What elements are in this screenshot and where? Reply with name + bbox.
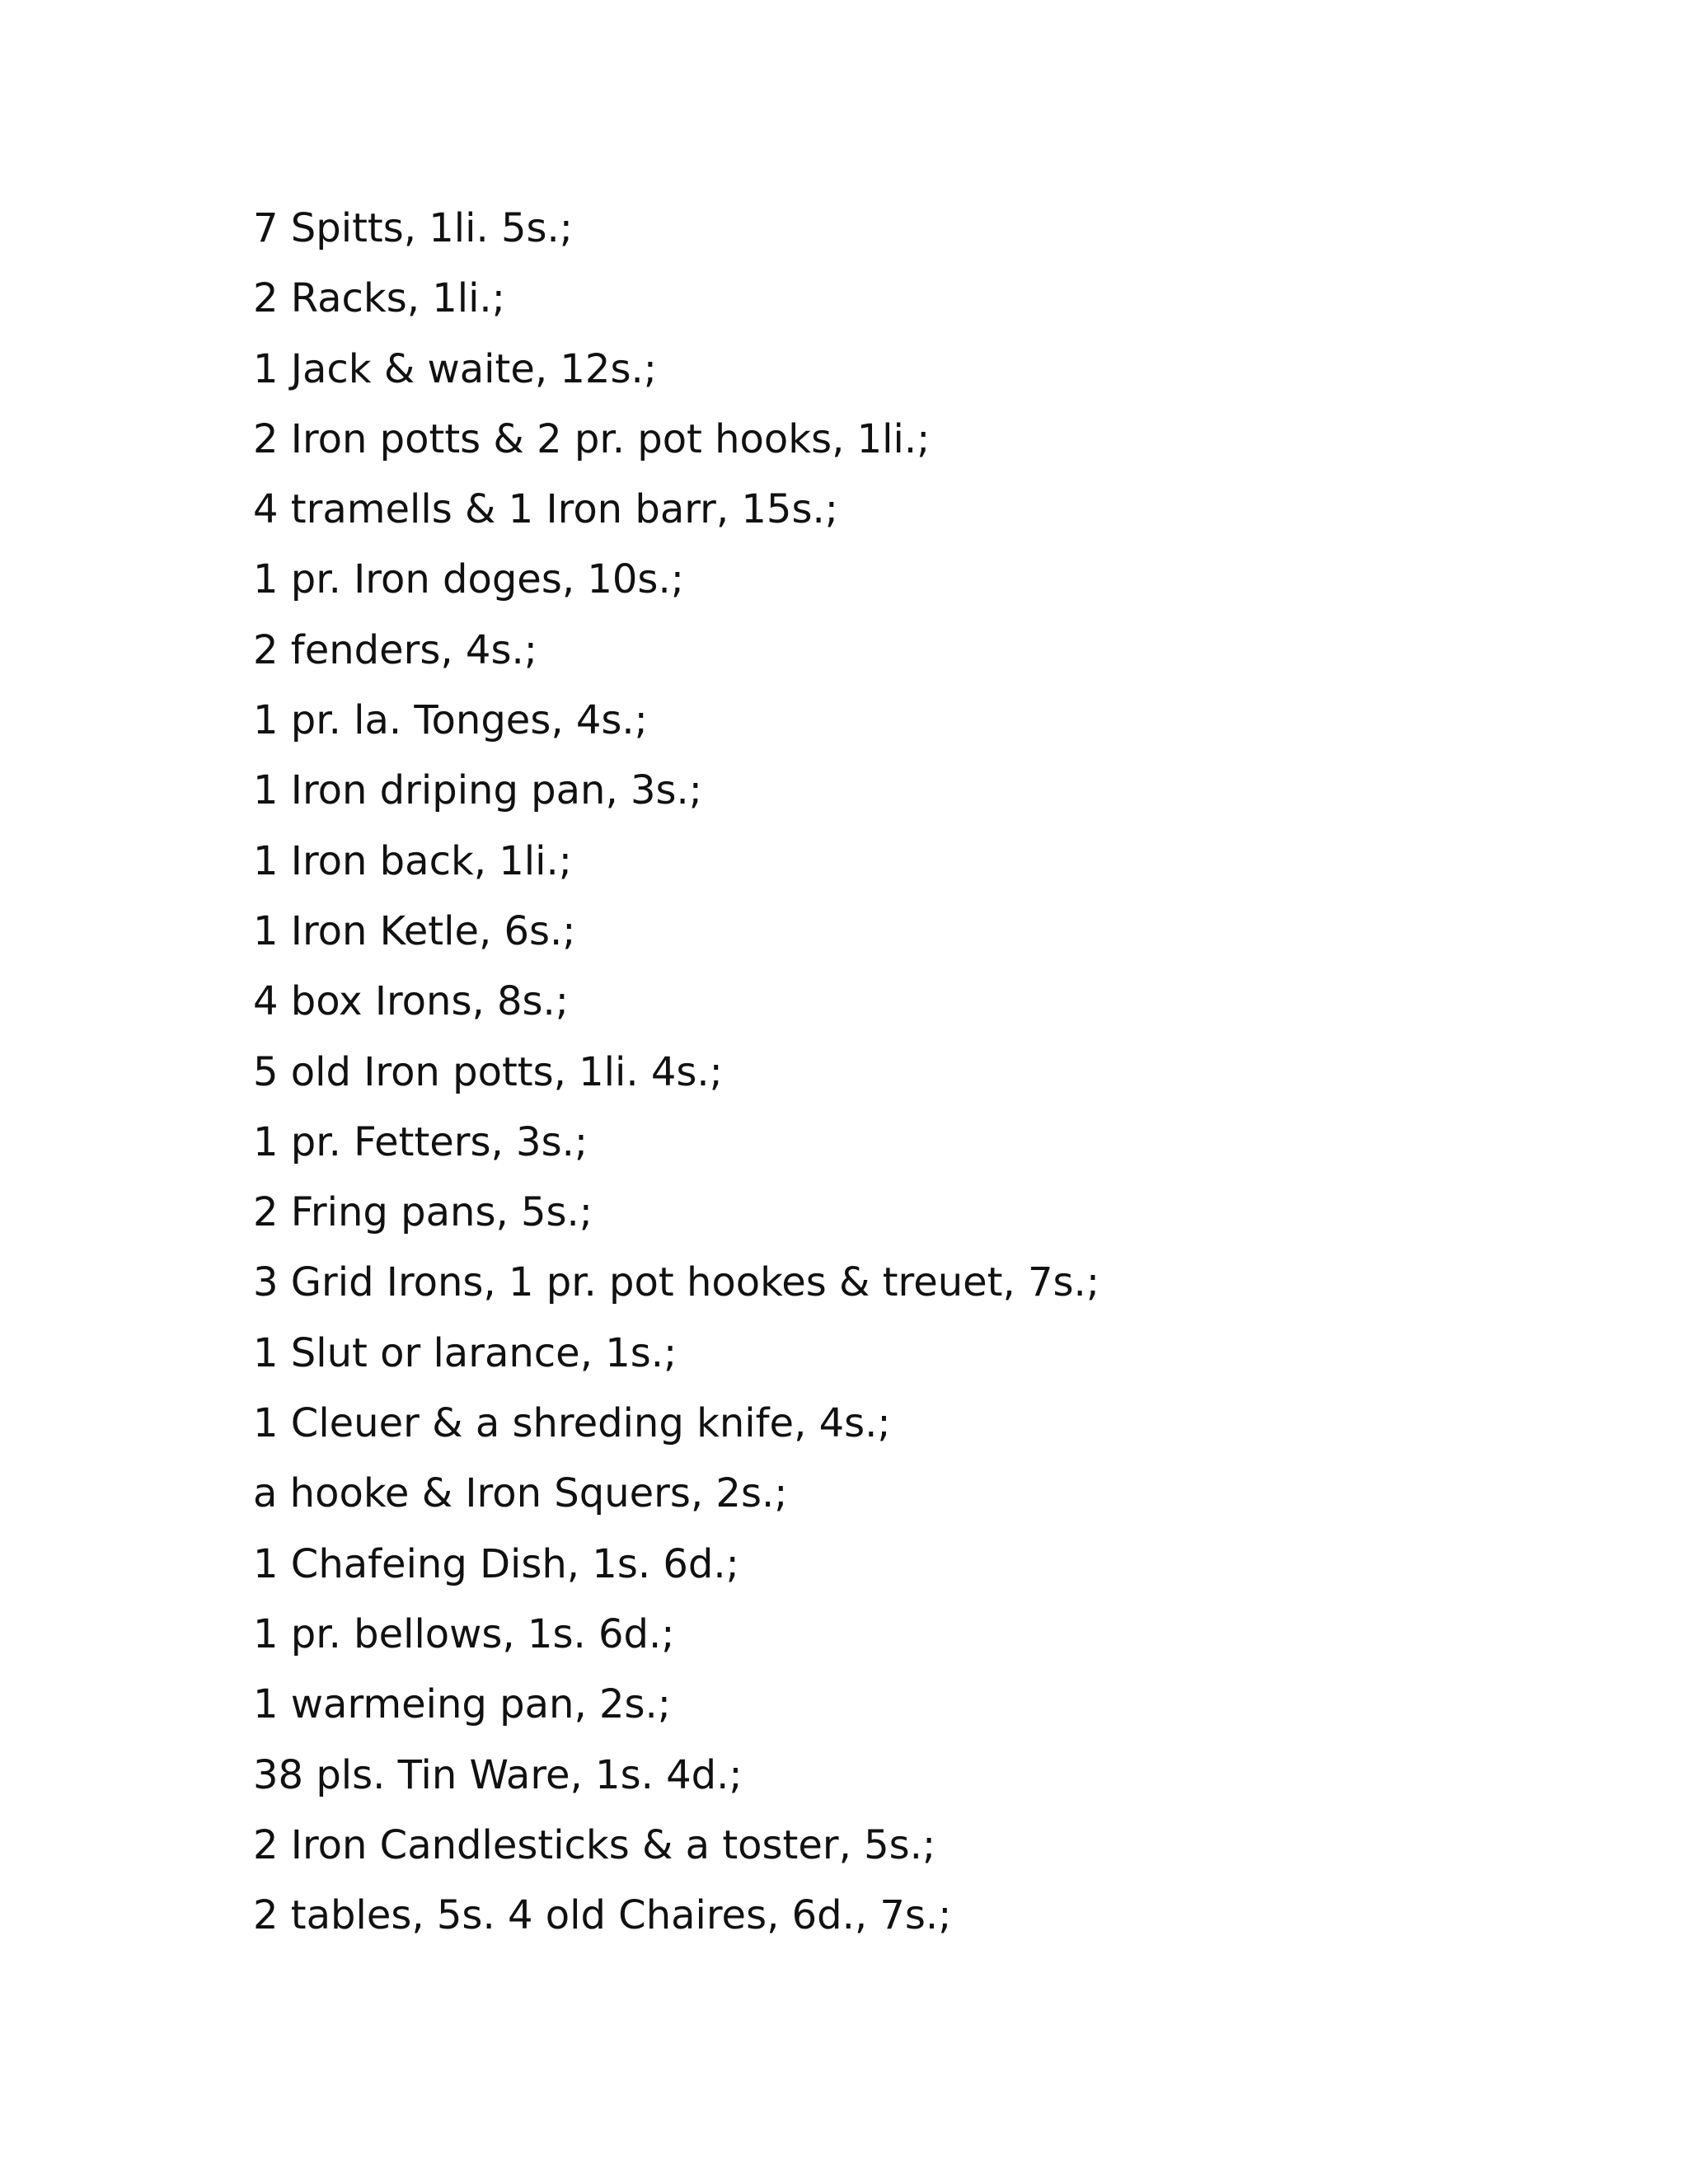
inventory-list xyxy=(253,194,1100,1951)
inventory-line: 3 Grid Irons, 1 pr. pot hookes & treuet, 7s.; xyxy=(253,1259,1100,1306)
inventory-line: 1 Chafeing Dish, 1s. 6d.; xyxy=(253,1540,739,1587)
inventory-line: 38 pls. Tin Ware, 1s. 4d.; xyxy=(253,1751,743,1798)
inventory-line: 2 Racks, 1li.; xyxy=(253,275,505,322)
inventory-line: 1 pr. Iron doges, 10s.; xyxy=(253,556,684,603)
inventory-line: 7 Spitts, 1li. 5s.; xyxy=(253,205,573,251)
inventory-line: 1 pr. la. Tonges, 4s.; xyxy=(253,697,648,744)
inventory-line: 1 warmeing pan, 2s.; xyxy=(253,1681,671,1728)
inventory-line: a hooke & Iron Squers, 2s.; xyxy=(253,1470,788,1517)
inventory-line: 1 Jack & waite, 12s.; xyxy=(253,345,657,392)
inventory-line: 2 fenders, 4s.; xyxy=(253,626,537,673)
inventory-line: 1 Iron driping pan, 3s.; xyxy=(253,767,702,814)
inventory-line: 1 Cleuer & a shreding knife, 4s.; xyxy=(253,1400,891,1447)
inventory-line: 1 pr. Fetters, 3s.; xyxy=(253,1118,588,1165)
inventory-line: 1 Iron back, 1li.; xyxy=(253,837,572,884)
inventory-line: 1 pr. bellows, 1s. 6d.; xyxy=(253,1610,675,1657)
inventory-line: 5 old Iron potts, 1li. 4s.; xyxy=(253,1048,723,1095)
inventory-line: 2 Iron potts & 2 pr. pot hooks, 1li.; xyxy=(253,415,931,462)
inventory-line: 4 tramells & 1 Iron barr, 15s.; xyxy=(253,486,838,533)
inventory-line: 4 box Irons, 8s.; xyxy=(253,978,569,1025)
inventory-line: 2 Iron Candlesticks & a toster, 5s.; xyxy=(253,1821,936,1868)
inventory-line: 2 tables, 5s. 4 old Chaires, 6d., 7s.; xyxy=(253,1892,952,1939)
inventory-line: 1 Slut or larance, 1s.; xyxy=(253,1329,678,1376)
inventory-line: 1 Iron Ketle, 6s.; xyxy=(253,907,576,954)
inventory-line: 2 Fring pans, 5s.; xyxy=(253,1189,593,1236)
